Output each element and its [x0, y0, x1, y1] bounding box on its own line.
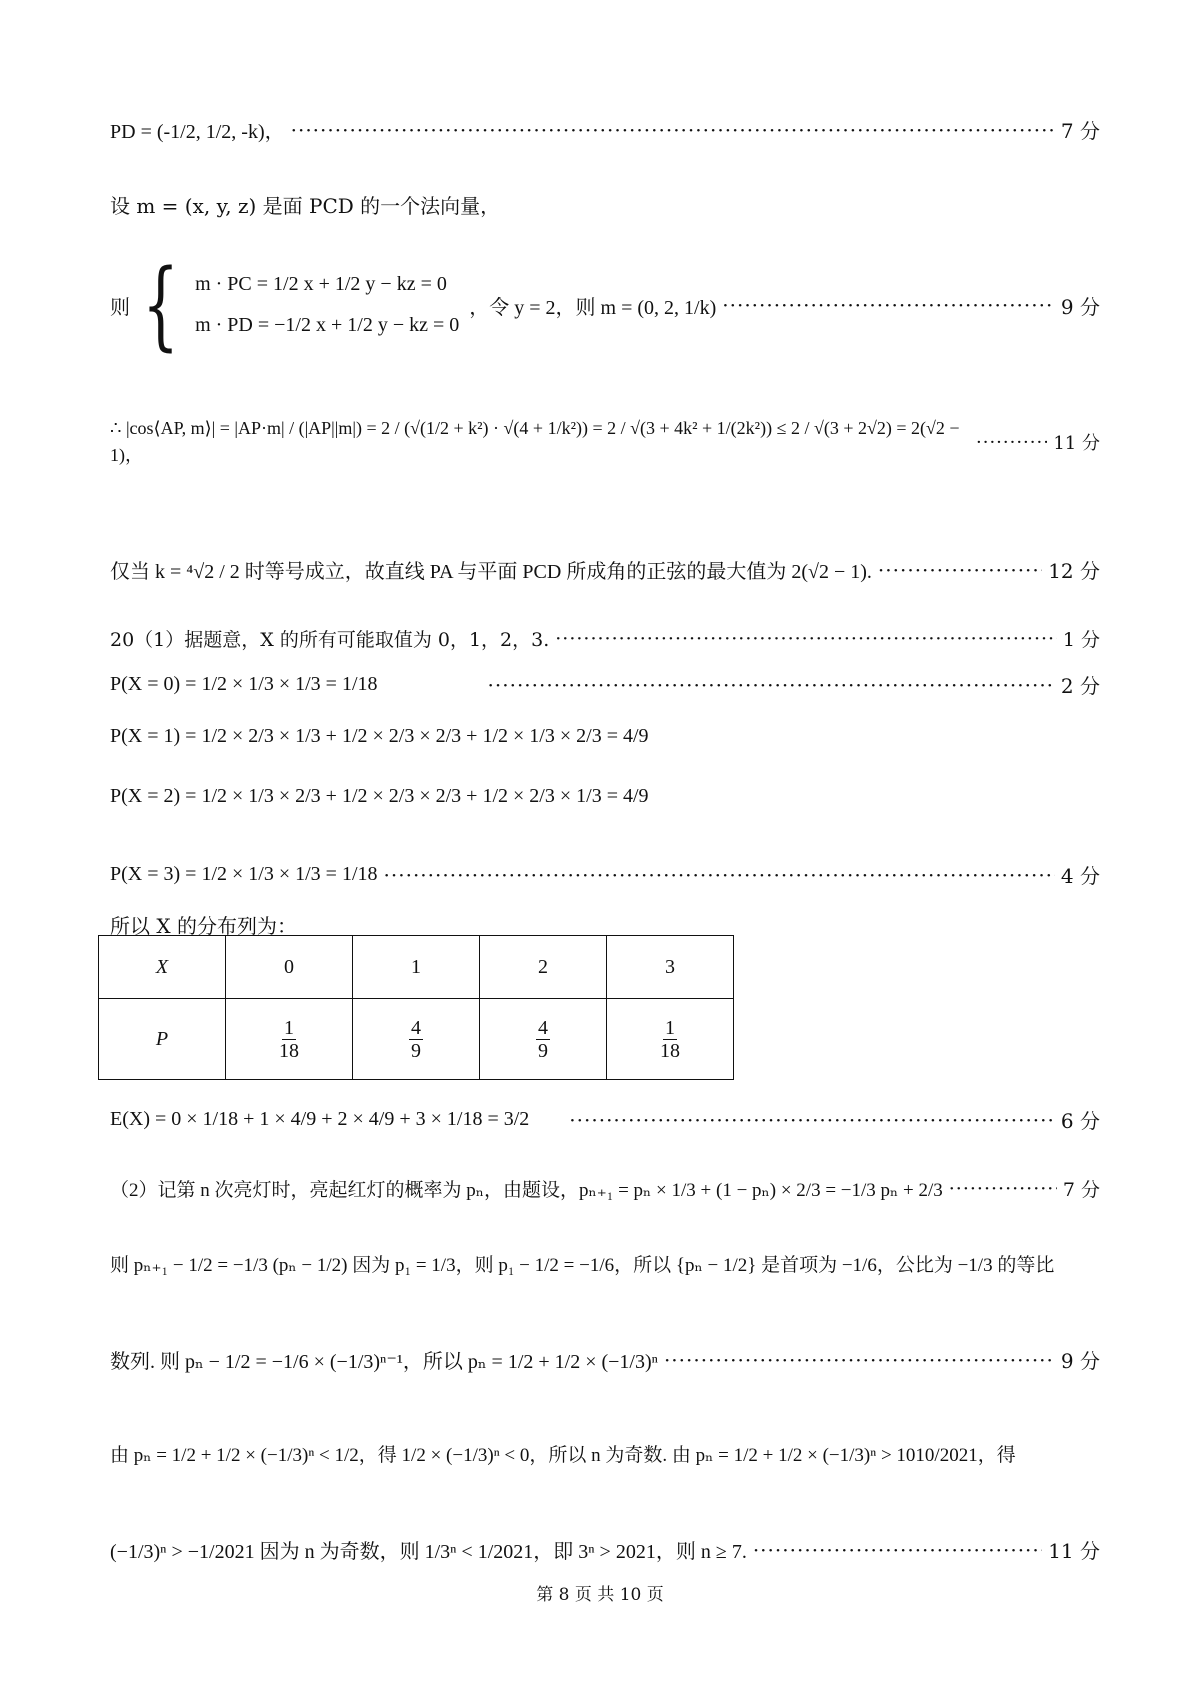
line-q20-1 [110, 625, 1100, 652]
system-tail: ，令 y = 2，则 m = (0, 2, 1/k) [469, 296, 717, 319]
equation-system [130, 249, 460, 361]
line-final [110, 1535, 1100, 1564]
sequence-text: 数列. 则 pₙ − 1/2 = −1/6 × (−1/3)ⁿ⁻¹，所以 pₙ = 1/2 + 1/2 × (−1/3)ⁿ [110, 1351, 658, 1373]
normal-vector-def: 设 m = (x, y, z) 是面 PCD 的一个法向量， [110, 194, 501, 218]
q20-1-text: 20（1）据题意，X 的所有可能取值为 0，1，2，3. [110, 629, 550, 651]
brace-icon: { [142, 249, 179, 361]
line-p3 [110, 860, 1100, 889]
score-label: 12 分 [1048, 559, 1100, 583]
dot-leader [488, 673, 1055, 697]
score-label: 2 分 [1060, 674, 1100, 698]
table-cell [226, 999, 353, 1080]
score-label: 6 分 [1060, 1109, 1100, 1133]
p0-expression: P(X = 0) = 1/2 × 1/3 × 1/3 = 1/18 [110, 673, 378, 695]
score-label: 11 分 [1053, 433, 1100, 454]
table-cell [607, 999, 734, 1080]
score-label: 11 分 [1048, 1539, 1100, 1563]
line-sequence [110, 1345, 1100, 1374]
dot-leader [291, 118, 1055, 142]
line-p2 [110, 785, 1100, 808]
dot-leader [753, 1538, 1042, 1562]
odd-text: 由 pₙ = 1/2 + 1/2 × (−1/3)ⁿ < 1/2，得 1/2 × (−1/3)ⁿ < 0，所以 n 为奇数. 由 pₙ = 1/2 + 1/2 × (−1/3)ⁿ > 1010/2021，得 [110, 1445, 1016, 1466]
dot-leader [878, 558, 1042, 582]
table-cell [353, 999, 480, 1080]
dot-leader [664, 1348, 1055, 1372]
dot-leader [384, 863, 1055, 887]
score-label: 9 分 [1060, 294, 1100, 319]
dot-leader [949, 1178, 1057, 1200]
score-label: 7 分 [1062, 1179, 1100, 1201]
dot-leader [569, 1108, 1055, 1132]
system-prefix: 则 [110, 294, 130, 319]
line-equality [110, 555, 1100, 584]
table-cell: X [99, 936, 226, 999]
equation-1: m · PC = 1/2 x + 1/2 y − kz = 0 [195, 273, 447, 295]
denominator: 18 [279, 1039, 299, 1062]
line-normal-vector-def [110, 190, 1100, 219]
pd-expression: PD = (-1/2, 1/2, -k)， [110, 121, 285, 143]
line-geometric [110, 1250, 1100, 1277]
table-cell [480, 999, 607, 1080]
page-footer: 第 8 页 共 10 页 [536, 1585, 664, 1605]
denominator: 18 [660, 1039, 680, 1062]
line-expectation [110, 1105, 1100, 1134]
numerator: 1 [284, 1016, 294, 1039]
p1-expression: P(X = 1) = 1/2 × 2/3 × 1/3 + 1/2 × 2/3 × 2/3 + 1/2 × 1/3 × 2/3 = 4/9 [110, 725, 649, 747]
table-cell: 3 [607, 936, 734, 999]
line-pd [110, 115, 1100, 144]
p2-expression: P(X = 2) = 1/2 × 1/3 × 2/3 + 1/2 × 2/3 × 2/3 + 1/2 × 2/3 × 1/3 = 4/9 [110, 785, 649, 807]
denominator: 9 [538, 1039, 548, 1062]
line-cos [110, 415, 1100, 469]
score-label: 9 分 [1060, 1349, 1100, 1373]
dot-leader [722, 293, 1055, 317]
equality-text: 仅当 k = ⁴√2 / 2 时等号成立，故直线 PA 与平面 PCD 所成角的正弦的最大值为 2(√2 − 1). [110, 561, 872, 583]
numerator: 4 [411, 1016, 421, 1039]
table-cell: P [99, 999, 226, 1080]
table-cell: 1 [353, 936, 480, 999]
denominator: 9 [411, 1039, 421, 1062]
geometric-text: 则 pₙ₊₁ − 1/2 = −1/3 (pₙ − 1/2) 因为 p₁ = 1/3，则 p₁ − 1/2 = −1/6，所以 {pₙ − 1/2} 是首项为 −1/6，公比为 −1/3 的等比 [110, 1255, 1055, 1276]
equation-2: m · PD = −1/2 x + 1/2 y − kz = 0 [195, 314, 460, 336]
distribution-table [98, 935, 734, 1080]
numerator: 4 [538, 1016, 548, 1039]
dist-intro: 所以 X 的分布列为： [110, 914, 297, 938]
table-row [99, 936, 734, 999]
line-p1 [110, 725, 1100, 748]
table-row [99, 999, 734, 1080]
expectation-expression: E(X) = 0 × 1/18 + 1 × 4/9 + 2 × 4/9 + 3 × 1/18 = 3/2 [110, 1108, 530, 1130]
p3-expression: P(X = 3) = 1/2 × 1/3 × 1/3 = 1/18 [110, 863, 378, 885]
table-cell: 0 [226, 936, 353, 999]
score-label: 4 分 [1060, 864, 1100, 888]
dot-leader [976, 432, 1047, 453]
table-cell: 2 [480, 936, 607, 999]
numerator: 1 [665, 1016, 675, 1039]
q20-2-text: （2）记第 n 次亮灯时，亮起红灯的概率为 pₙ，由题设，pₙ₊₁ = pₙ × 1/3 + (1 − pₙ) × 2/3 = −1/3 pₙ + 2/3 [110, 1180, 943, 1201]
line-q20-2 [110, 1175, 1100, 1202]
line-system [110, 249, 1100, 361]
score-label: 1 分 [1062, 629, 1100, 651]
score-label: 7 分 [1060, 119, 1100, 143]
line-p0 [110, 670, 1100, 699]
final-text: (−1/3)ⁿ > −1/2021 因为 n 为奇数，则 1/3ⁿ < 1/2021，即 3ⁿ > 2021，则 n ≥ 7. [110, 1541, 747, 1563]
line-odd [110, 1440, 1100, 1467]
cos-expression: ∴ |cos⟨AP, m⟩| = |AP·m| / (|AP||m|) = 2 / (√(1/2 + k²) · √(4 + 1/k²)) = 2 / √(3 + 4k² + 1/(2k²)) ≤ 2 / √(3 + 2√2) = 2(√2 − 1)， [110, 418, 960, 465]
dot-leader [555, 628, 1057, 650]
